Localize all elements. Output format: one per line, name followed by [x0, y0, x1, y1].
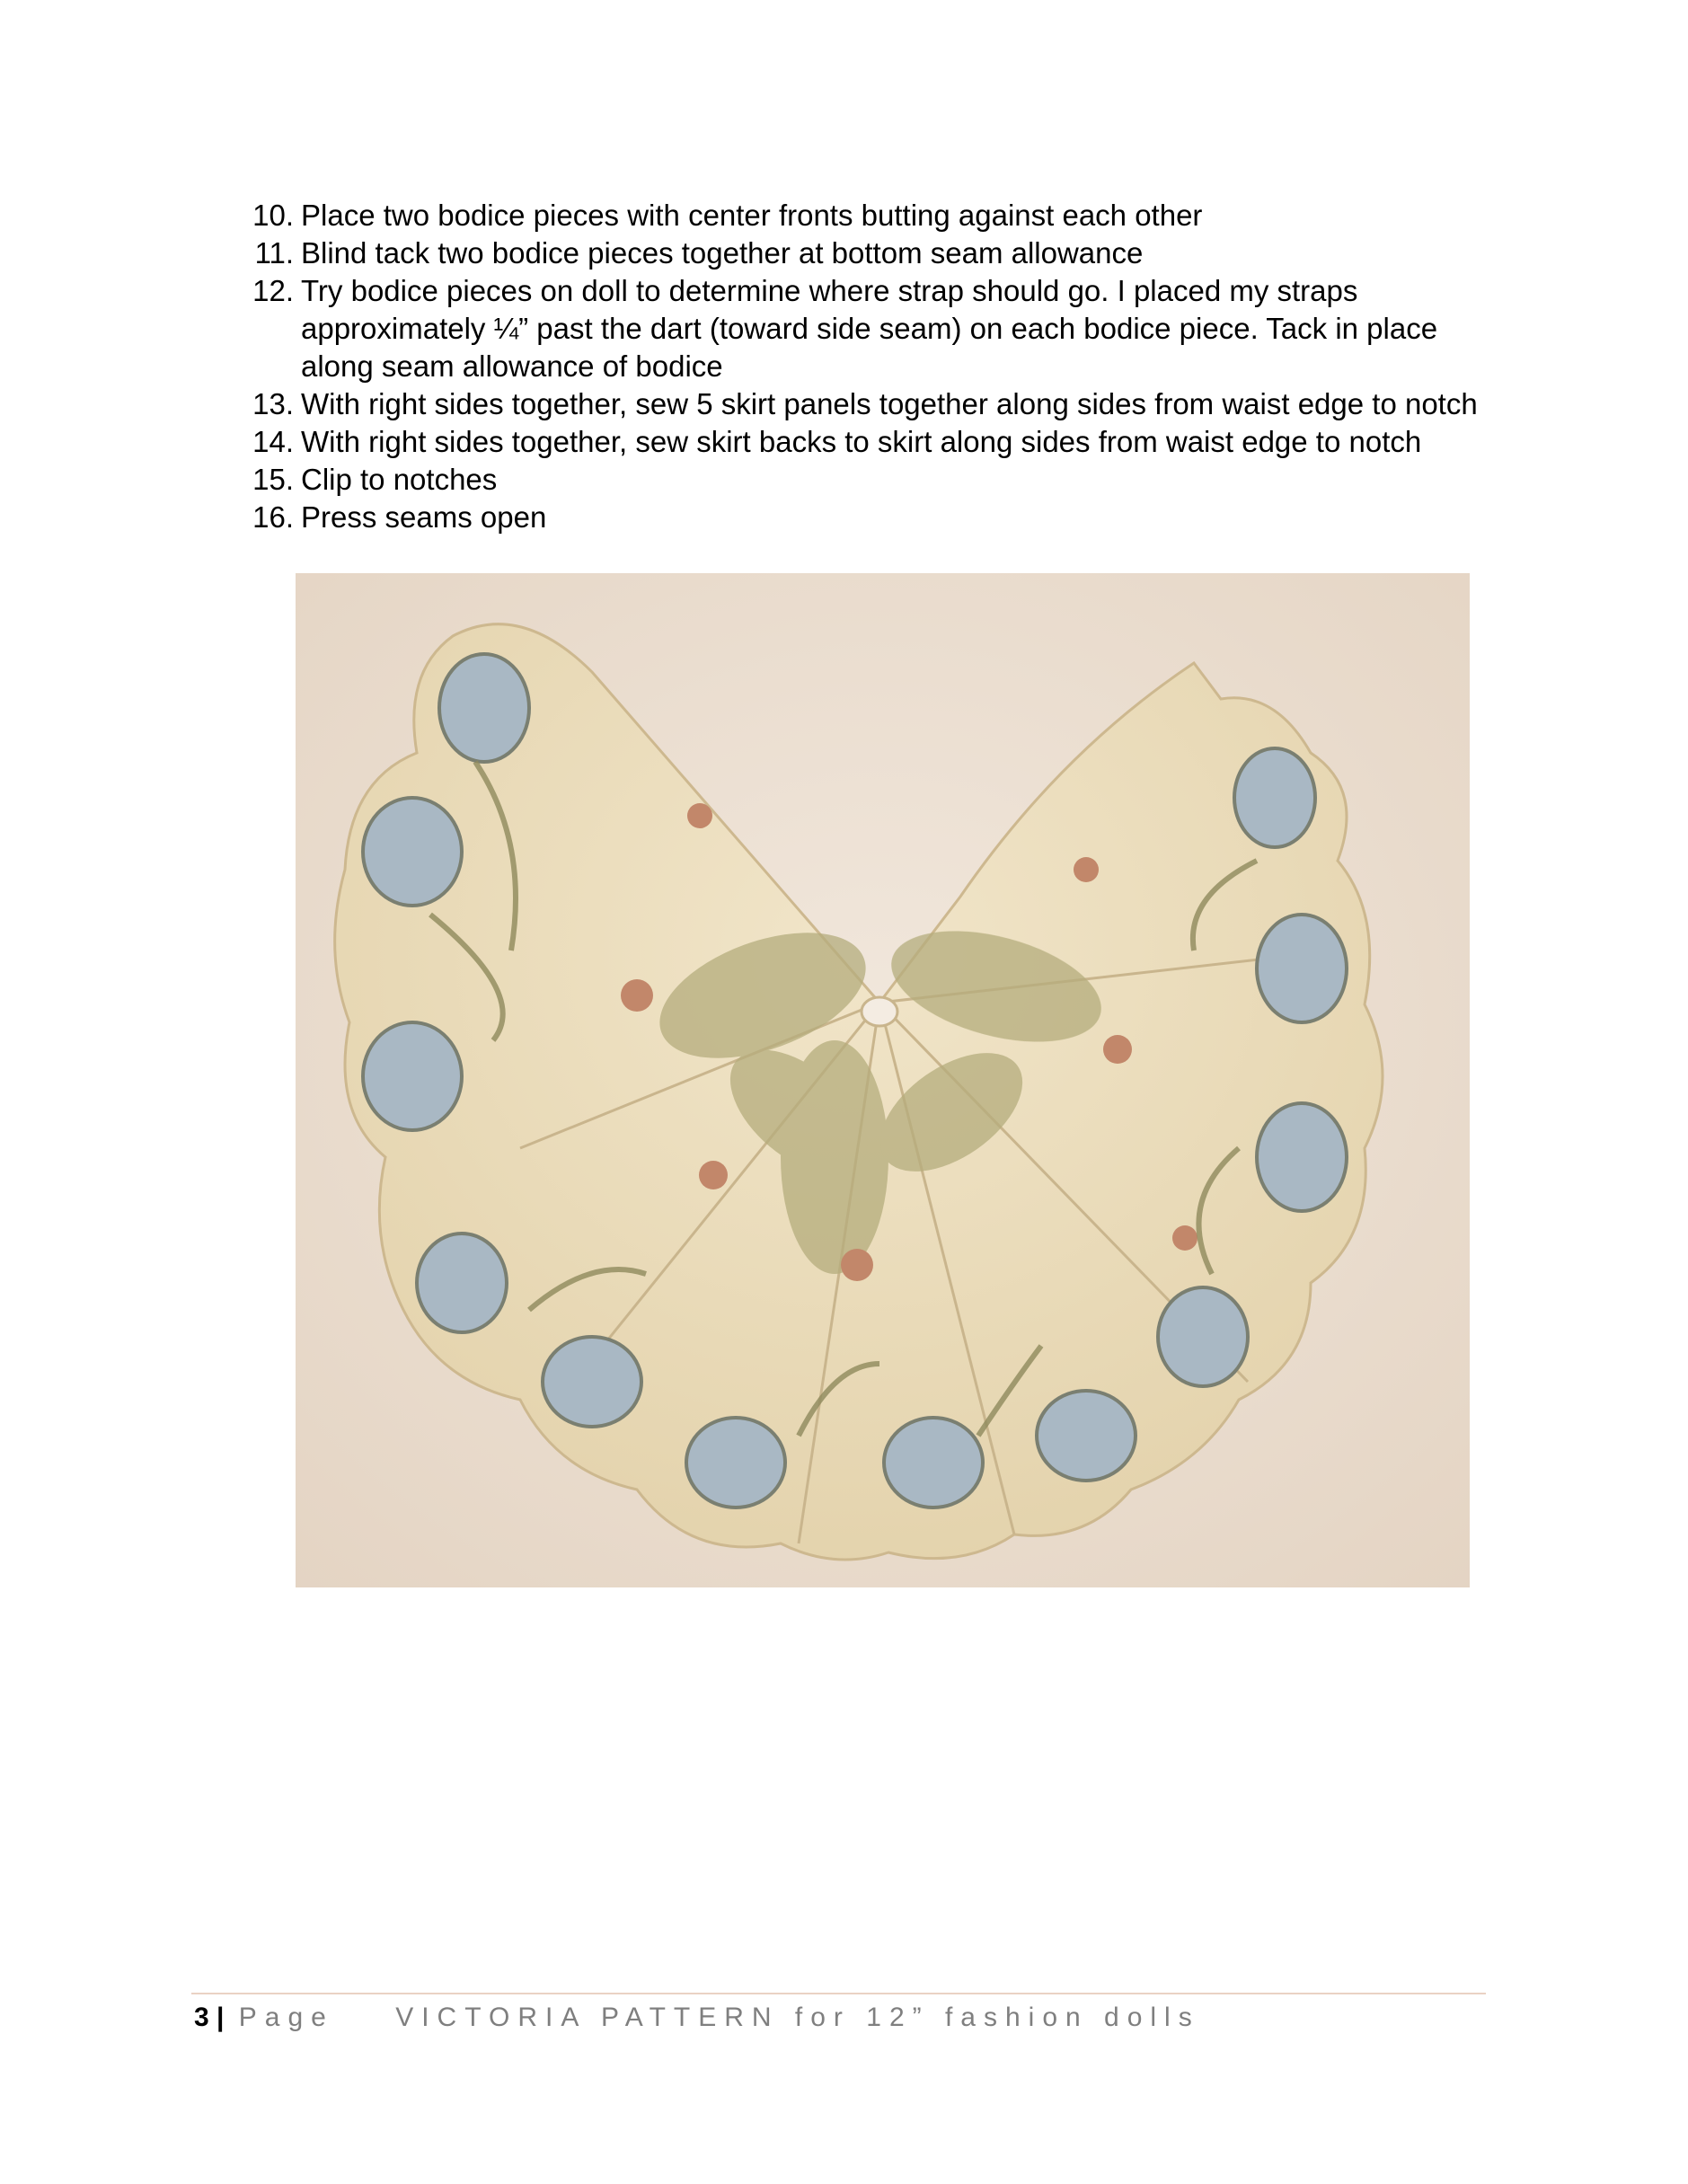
instruction-list: [240, 197, 1498, 536]
step-text: Press seams open: [301, 500, 547, 534]
step-item: [240, 385, 1498, 423]
page-label: Page: [238, 2003, 334, 2032]
step-text: Place two bodice pieces with center fronts butting against each other: [301, 199, 1203, 232]
step-text: Clip to notches: [301, 463, 498, 496]
step-item: [240, 234, 1498, 272]
step-number: 15.: [252, 463, 294, 496]
footer-divider: [191, 1993, 1486, 1994]
step-number: 16.: [252, 500, 294, 534]
step-text: With right sides together, sew skirt backs to skirt along sides from waist edge to notch: [301, 425, 1422, 458]
step-item: [240, 461, 1498, 499]
step-text: Try bodice pieces on doll to determine where strap should go. I placed my straps approximately ¼” past the dart (toward side seam) on each bodice piece. Tack in place along seam allowance of bodice: [301, 274, 1438, 383]
page-footer: [194, 2000, 1200, 2036]
step-number: 10.: [252, 199, 294, 232]
step-text: Blind tack two bodice pieces together at bottom seam allowance: [301, 236, 1144, 270]
step-item: [240, 272, 1498, 385]
embroidered-skirt-photo: [296, 573, 1470, 1587]
step-number: 11.: [254, 236, 294, 270]
step-number: 14.: [252, 425, 294, 458]
skirt-illustration: [296, 573, 1470, 1587]
step-item: [240, 499, 1498, 536]
step-text: With right sides together, sew 5 skirt panels together along sides from waist edge to notch: [301, 387, 1478, 420]
step-item: [240, 197, 1498, 234]
footer-separator: |: [217, 2003, 225, 2032]
step-number: 12.: [252, 274, 294, 307]
step-number: 13.: [252, 387, 294, 420]
document-title: VICTORIA PATTERN for 12” fashion dolls: [395, 2003, 1200, 2032]
page-number: 3: [194, 2003, 209, 2032]
step-item: [240, 423, 1498, 461]
